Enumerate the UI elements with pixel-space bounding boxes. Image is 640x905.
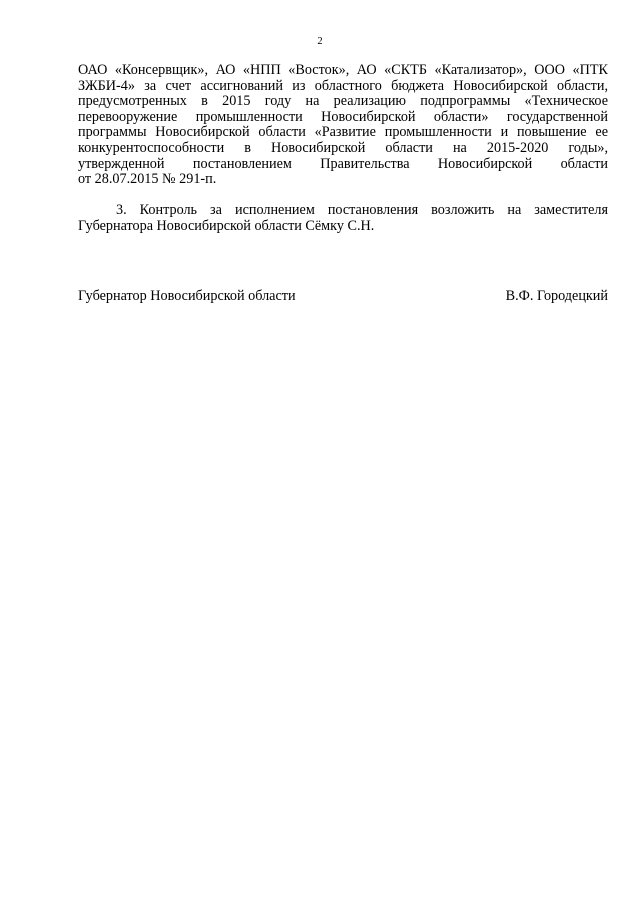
signature-block <box>78 288 608 304</box>
paragraph-line: ОАО «Консервщик», АО «НПП «Восток», АО «СКТБ «Катализатор», ООО «ПТК <box>78 63 608 78</box>
paragraph-line: от 28.07.2015 № 291-п. <box>78 172 217 188</box>
paragraph-line: утвержденной постановлением Правительства Новосибирской области <box>78 156 608 172</box>
signatory-position: Губернатор Новосибирской области <box>78 288 296 304</box>
paragraph-line: 3. Контроль за исполнением постановления возложить на заместителя <box>116 203 608 218</box>
paragraph-line: предусмотренных в 2015 году на реализацию подпрограммы «Техническое <box>78 94 608 110</box>
paragraph-line: перевооружение промышленности Новосибирской области» государственной <box>78 109 608 125</box>
paragraph-line: ЗЖБИ-4» за счет ассигнований из областного бюджета Новосибирской области, <box>78 78 608 94</box>
paragraph-line: Губернатора Новосибирской области Сёмку С.Н. <box>78 218 375 234</box>
paragraph-line: конкурентоспособности в Новосибирской области на 2015-2020 годы», <box>78 140 608 156</box>
paragraph-funding <box>78 63 608 188</box>
paragraph-control <box>78 203 608 234</box>
paragraph-line: программы Новосибирской области «Развитие промышленности и повышение ее <box>78 125 608 141</box>
signatory-name: В.Ф. Городецкий <box>505 288 608 304</box>
page-number: 2 <box>317 36 323 47</box>
